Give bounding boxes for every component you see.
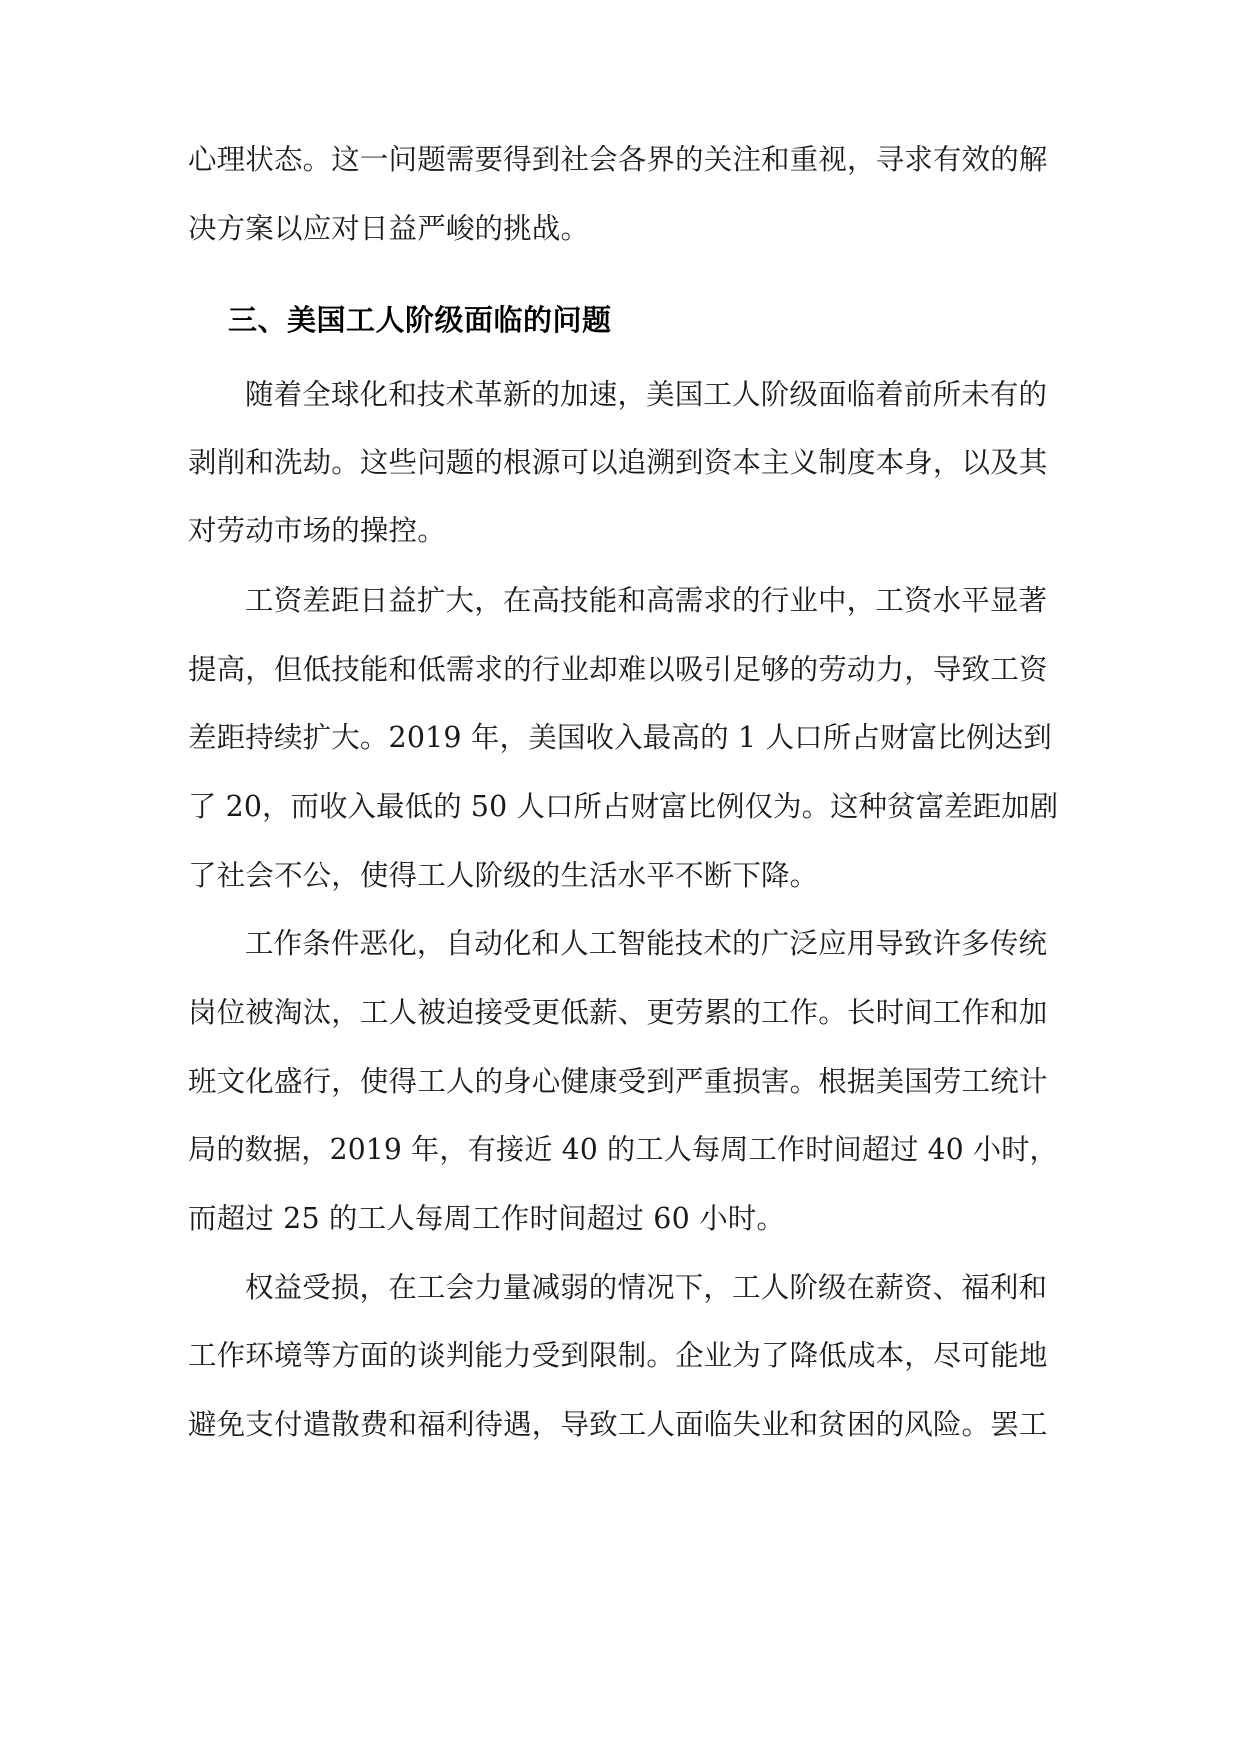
- text-line: 避免支付遣散费和福利待遇，导致工人面临失业和贫困的风险。罢工: [188, 1408, 1048, 1441]
- text-line: 局的数据，2019 年，有接近 40 的工人每周工作时间超过 40 小时，: [188, 1133, 1058, 1166]
- text-line: 提高，但低技能和低需求的行业却难以吸引足够的劳动力，导致工资: [188, 653, 1048, 686]
- text-line: 班文化盛行，使得工人的身心健康受到严重损害。根据美国劳工统计: [188, 1065, 1048, 1098]
- text-line: 了 20，而收入最低的 50 人口所占财富比例仅为。这种贫富差距加剧: [188, 790, 1059, 823]
- text-line: 工作条件恶化，自动化和人工智能技术的广泛应用导致许多传统: [245, 927, 1048, 960]
- text-line: 而超过 25 的工人每周工作时间超过 60 小时。: [188, 1202, 786, 1235]
- text-line: 工资差距日益扩大，在高技能和高需求的行业中，工资水平显著: [245, 584, 1048, 617]
- text-line: 对劳动市场的操控。: [188, 514, 446, 547]
- text-line: 工作环境等方面的谈判能力受到限制。企业为了降低成本，尽可能地: [188, 1339, 1048, 1372]
- text-line: 随着全球化和技术革新的加速，美国工人阶级面临着前所未有的: [245, 378, 1048, 411]
- text-line: 差距持续扩大。2019 年，美国收入最高的 1 人口所占财富比例达到: [188, 721, 1052, 754]
- text-line: 岗位被淘汰，工人被迫接受更低薪、更劳累的工作。长时间工作和加: [188, 996, 1048, 1029]
- section-heading: 三、美国工人阶级面临的问题: [228, 303, 612, 337]
- text-line: 心理状态。这一问题需要得到社会各界的关注和重视，寻求有效的解: [188, 143, 1048, 176]
- text-line: 决方案以应对日益严峻的挑战。: [188, 212, 590, 245]
- text-line: 了社会不公，使得工人阶级的生活水平不断下降。: [188, 859, 819, 892]
- text-line: 权益受损，在工会力量减弱的情况下，工人阶级在薪资、福利和: [245, 1271, 1048, 1304]
- text-line: 剥削和洗劫。这些问题的根源可以追溯到资本主义制度本身，以及其: [188, 446, 1048, 479]
